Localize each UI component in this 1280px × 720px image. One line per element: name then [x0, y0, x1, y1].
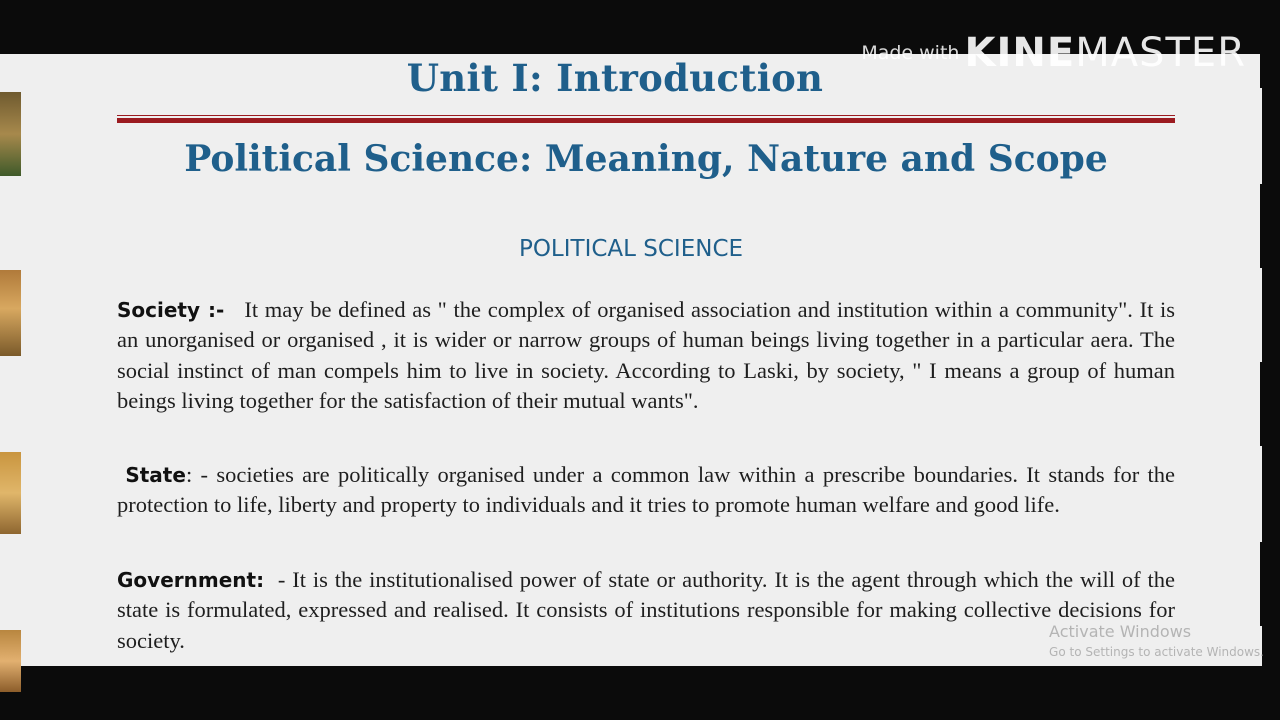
left-image-strip [0, 270, 21, 356]
term-society: Society :- [117, 298, 225, 322]
left-image-strip [0, 452, 21, 534]
term-government: Government: [117, 568, 265, 592]
watermark-brand-bold: KINE [964, 30, 1076, 76]
paragraph-text: It may be defined as " the complex of organised association and institution within a community". It is an unorganised or organised , it is wider or narrow groups of human beings living together in a particular aera. The social instinct of man compels him to live in society. According to Laski, by society, " I means a group of human beings living together for the satisfaction of their mutual wants". [117, 297, 1176, 414]
term-state: State [125, 463, 186, 487]
title-divider-thin [117, 115, 1175, 116]
watermark-made-with: Made with [861, 42, 960, 64]
activate-windows-title: Activate Windows [1049, 622, 1192, 641]
right-edge-bar [1260, 184, 1280, 268]
left-image-strip [0, 630, 21, 692]
right-edge-bar [1260, 362, 1280, 446]
left-image-strip [0, 92, 21, 176]
right-edge-bar [1260, 54, 1280, 88]
slide-main-title: Political Science: Meaning, Nature and Scope [184, 138, 1108, 180]
section-heading: POLITICAL SCIENCE [518, 236, 744, 262]
paragraph-text: : - societies are politically organised under a common law within a prescribe boundaries. It stands for the protection to life, liberty and property to individuals and it tries to promote human welfare and good life. [117, 462, 1176, 518]
paragraph-government [117, 565, 1175, 656]
right-edge-bar [1260, 542, 1280, 626]
paragraph-text: - It is the institutionalised power of state or authority. It is the agent through which the will of the state is formulated, expressed and realised. It consists of institutions responsible for making collective decisions for society. [117, 567, 1176, 653]
watermark-brand-light: MASTER [1075, 30, 1246, 76]
kinemaster-watermark [861, 30, 1246, 76]
activate-windows-notice [1049, 622, 1264, 659]
title-divider [117, 118, 1175, 123]
paragraph-state [117, 460, 1175, 521]
unit-title: Unit I: Introduction [406, 56, 824, 100]
paragraph-society [117, 295, 1175, 417]
watermark-brand [965, 30, 1246, 76]
activate-windows-subtitle: Go to Settings to activate Windows. [1049, 645, 1264, 659]
